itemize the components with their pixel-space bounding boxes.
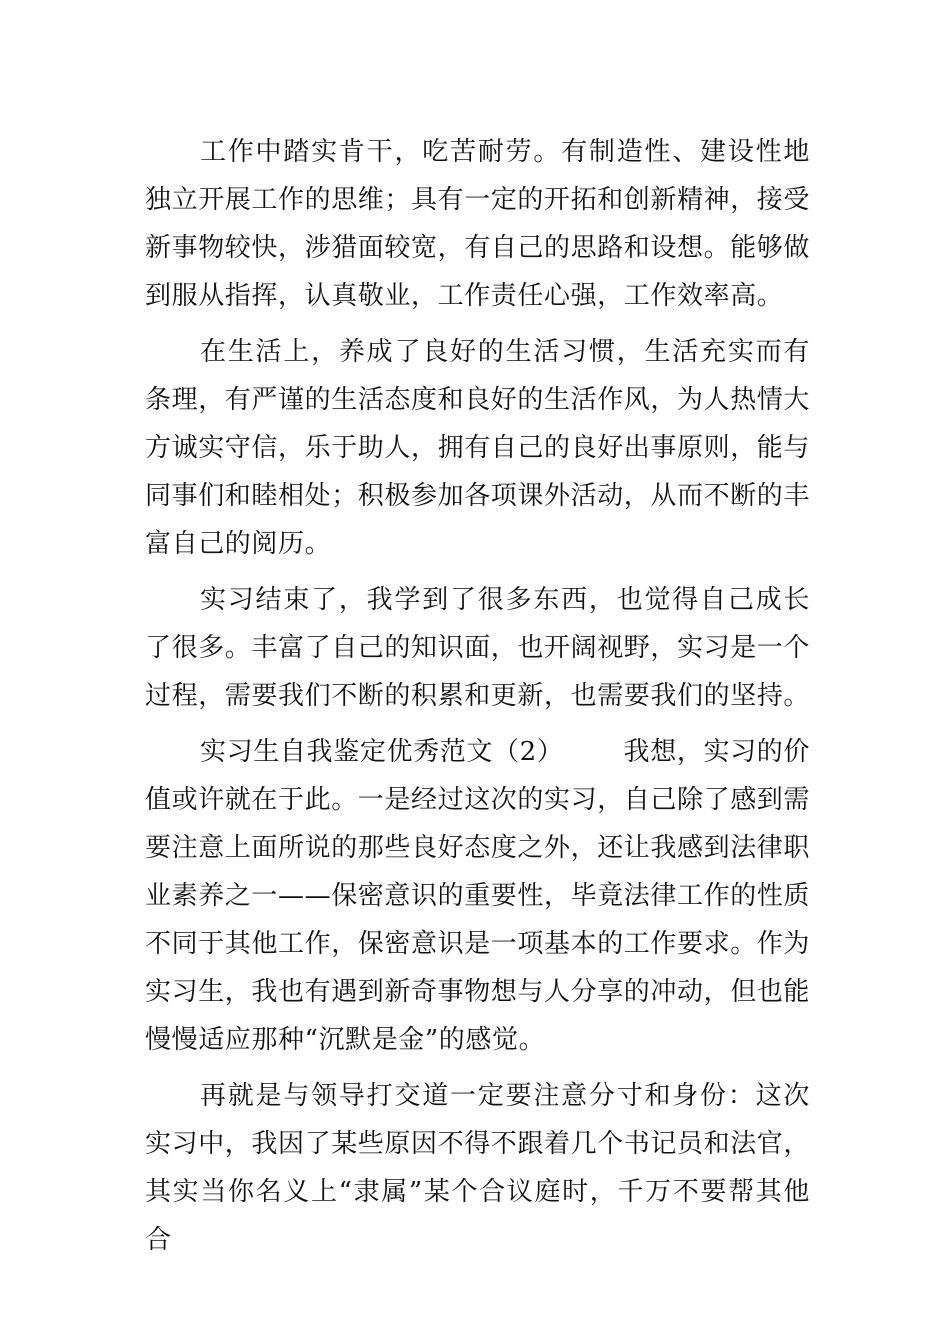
paragraph-life-habits: 在生活上，养成了良好的生活习惯，生活充实而有条理，有严谨的生活态度和良好的生活作风，为人热情大方诚实守信，乐于助人，拥有自己的良好出事原则，能与同事们和睦相处；积极参加各项课外活动，从而不断的丰富自己的阅历。 bbox=[145, 337, 811, 559]
document-body bbox=[145, 128, 810, 1272]
paragraph-leadership: 再就是与领导打交道一定要注意分寸和身份：这次实习中，我因了某些原因不得不跟着几个书记员和法官，其实当你名义上“隶属”某个合议庭时，千万不要帮其他合 bbox=[145, 1081, 811, 1255]
section-title: 实习生自我鉴定优秀范文（2） bbox=[200, 737, 564, 767]
section-first-paragraph-text: 我想，实习的价值或许就在于此。一是经过这次的实习，自己除了感到需要注意上面所说的那些良好态度之外，还让我感到法律职业素养之一——保密意识的重要性，毕竟法律工作的性质不同于其他工作，保密意识是一项基本的工作要求。作为实习生，我也有遇到新奇事物想与人分享的冲动，但也能慢慢适应那种“沉默是金”的感觉。 bbox=[145, 737, 811, 1055]
paragraph-section-start bbox=[145, 728, 810, 1064]
paragraph-work-attitude: 工作中踏实肯干，吃苦耐劳。有制造性、建设性地独立开展工作的思维；具有一定的开拓和创新精神，接受新事物较快，涉猎面较宽，有自己的思路和设想。能够做到服从指挥，认真敬业，工作责任心强，工作效率高。 bbox=[145, 137, 811, 311]
paragraph-internship-summary: 实习结束了，我学到了很多东西，也觉得自己成长了很多。丰富了自己的知识面，也开阔视野，实习是一个过程，需要我们不断的积累和更新，也需要我们的坚持。 bbox=[145, 585, 811, 711]
